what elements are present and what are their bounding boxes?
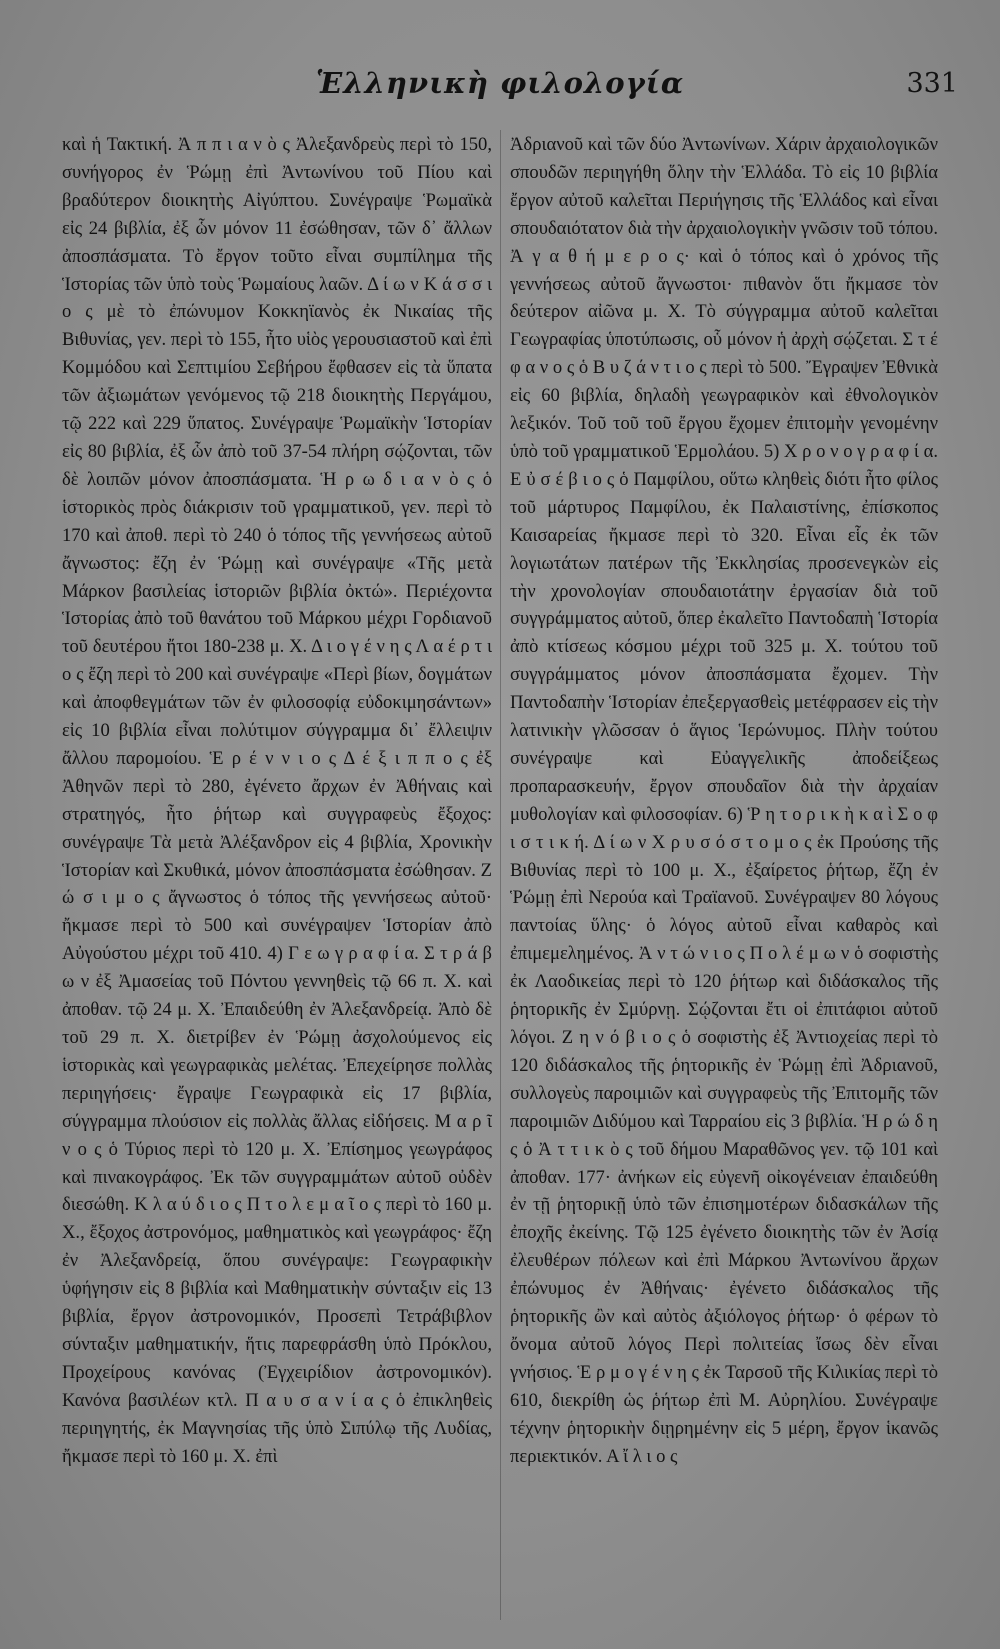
right-column-text: Ἀδριανοῦ καὶ τῶν δύο Ἀντωνίνων. Χάριν ἀρχαιολογικῶν σπουδῶν περιηγήθη ὅλην τὴν Ἑλλάδα. Τὸ εἰς 10 βιβλία ἔργον αὐτοῦ καλεῖται Περιήγησις τῆς Ἑλλάδος καὶ εἶναι σπουδαιότατον διὰ τὴν ἀρχαιολογικὴν γνῶσιν τοῦ τόπου. Ἀ γ α θ ή μ ε ρ ο ς· καὶ ὁ τόπος καὶ ὁ χρόνος τῆς γεννήσεως αὐτοῦ ἄγνωστοι· πιθανὸν ὅτι ἤκμασε τὸν δεύτερον αἰῶνα μ. Χ. Τὸ σύγγραμμα αὐτοῦ καλεῖται Γεωγραφίας ὑποτύπωσις, οὗ μόνον ἡ ἀρχὴ σῴζεται. Σ τ έ φ α ν ο ς ὁ Β υ ζ ά ν τ ι ο ς περὶ τὸ 500. Ἔγραψεν Ἐθνικὰ εἰς 60 βιβλία, δηλαδὴ γεωγραφικὸν καὶ ἐθνολογικὸν λεξικόν. Τοῦ τοῦ τοῦ ἔργου ἔχομεν ἐπιτομὴν γενομένην ὑπὸ τοῦ γραμματικοῦ Ἑρμολάου. 5) Χ ρ ο ν ο γ ρ α φ ί α. Ε ὐ σ έ β ι ο ς ὁ Παμφίλου, οὕτω κληθεὶς διότι ἦτο φίλος τοῦ μάρτυρος Παμφίλου, ἐκ Παλαιστίνης, ἐπίσκοπος Καισαρείας ἤκμασε περὶ τὸ 320. Εἶναι εἷς ἐκ τῶν λογιωτάτων πατέρων τῆς Ἐκκλησίας προσενεγκὼν εἰς τὴν χρονολογίαν σπουδαιοτάτην ἐργασίαν διὰ τοῦ συγγράμματος αὐτοῦ, ὅπερ ἐκαλεῖτο Παντοδαπὴ Ἱστορία ἀπὸ κτίσεως κόσμου μέχρι τοῦ 325 μ. Χ. τούτου τοῦ συγγράμματος μόνον ἀποσπάσματα ἔχομεν. Τὴν Παντοδαπὴν Ἱστορίαν ἐπεξεργασθεὶς μετέφρασεν εἰς τὴν λατινικὴν γλῶσσαν ὁ ἅγιος Ἱερώνυμος. Πλὴν τούτου συνέγραψε καὶ Εὐαγγελικῆς ἀποδείξεως προπαρασκευήν, ἔργον σπουδαῖον διὰ τὴν ἀρχαίαν μυθολογίαν καὶ φιλοσοφίαν. 6) Ῥ η τ ο ρ ι κ ὴ κ α ὶ Σ ο φ ι σ τ ι κ ή. Δ ί ω ν Χ ρ υ σ ό σ τ ο μ ο ς ἐκ Προύσης τῆς Βιθυνίας περὶ τὸ 100 μ. Χ., ἐξαίρετος ῥήτωρ, ἔζη ἐν Ῥώμῃ ἐπὶ Νερούα καὶ Τραϊανοῦ. Συνέγραψεν 80 λόγους παντοίας ὕλης· ὁ λόγος αὐτοῦ εἶναι καθαρὸς καὶ ἐπιμεμελημένος. Ἀ ν τ ώ ν ι ο ς Π ο λ έ μ ω ν ὁ σοφιστὴς ἐκ Λαοδικείας περὶ τὸ 120 ῥήτωρ καὶ διδάσκαλος τῆς ῥητορικῆς ἐν Σμύρνῃ. Σῴζονται ἔτι οἱ ἐπιτάφιοι αὐτοῦ λόγοι. Ζ η ν ό β ι ο ς ὁ σοφιστὴς ἐξ Ἀντιοχείας περὶ τὸ 120 διδάσκαλος τῆς ῥητορικῆς ἐν Ῥώμῃ ἐπὶ Ἀδριανοῦ, συλλογεὺς παροιμιῶν καὶ συγγραφεὺς τῆς Ἐπιτομῆς τῶν παροιμιῶν Διδύμου καὶ Ταρραίου εἰς 3 βιβλία. Ἡ ρ ώ δ η ς ὁ Ἀ τ τ ι κ ὸ ς τοῦ δήμου Μαραθῶνος γεν. τῷ 101 καὶ ἀποθαν. 177· ἀνήκων εἰς εὐγενῆ οἰκογένειαν ἐπαιδεύθη ἐν τῇ ῥητορικῇ ὑπὸ τῶν ἐπισημοτέρων διδασκάλων τῆς ἐποχῆς ἐκείνης. Τῷ 125 ἐγένετο διοικητὴς τῶν ἐν Ἀσίᾳ ἐλευθέρων πόλεων καὶ ἐπὶ Μάρκου Ἀντωνίνου ἄρχων ἐπώνυμος ἐν Ἀθήναις· ἐγένετο διδάσκαλος τῆς ῥητορικῆς ὢν καὶ αὐτὸς ἀξιόλογος ῥήτωρ· ὁ φέρων τὸ ὄνομα αὐτοῦ λόγος Περὶ πολιτείας ἴσως δὲν εἶναι γνήσιος. Ἑ ρ μ ο γ έ ν η ς ἐκ Ταρσοῦ τῆς Κιλικίας περὶ τὸ 610, διεκρίθη ὡς ῥήτωρ ἐπὶ Μ. Αὐρηλίου. Συνέγραψε τέχνην ῥητορικὴν διῃρημένην εἰς 5 μέρη, ἔργον ἱκανῶς περιεκτικόν. Α ἴ λ ι ο ς: [510, 134, 938, 1467]
page-number: 331: [906, 68, 958, 99]
right-column: [510, 131, 938, 1621]
running-title: Ἑλληνικὴ φιλολογία: [315, 66, 685, 100]
left-column: [62, 131, 492, 1621]
column-divider: [500, 130, 501, 1620]
left-column-text: καὶ ἡ Τακτική. Ἀ π π ι α ν ὸ ς Ἀλεξανδρεὺς περὶ τὸ 150, συνήγορος ἐν Ῥώμῃ ἐπὶ Ἀντωνίνου τοῦ Πίου καὶ βραδύτερον διοικητὴς Αἰγύπτου. Συνέγραψε Ῥωμαϊκὰ εἰς 24 βιβλία, ἐξ ὧν μόνον 11 ἐσώθησαν, τῶν δ᾽ ἄλλων ἀποσπάσματα. Τὸ ἔργον τοῦτο εἶναι συμπίλημα τῆς Ἱστορίας τῶν ὑπὸ τοὺς Ῥωμαίους λαῶν. Δ ί ω ν Κ ά σ σ ι ο ς μὲ τὸ ἐπώνυμον Κοκκηϊανὸς ἐκ Νικαίας τῆς Βιθυνίας, γεν. περὶ τὸ 155, ἦτο υἱὸς γερουσιαστοῦ καὶ ἐπὶ Κομμόδου καὶ Σεπτιμίου Σεβήρου ἔφθασεν εἰς τὰ ὕπατα τῶν ἀξιωμάτων γενόμενος τῷ 218 διοικητὴς Περγάμου, τῷ 222 καὶ 229 ὕπατος. Συνέγραψε Ῥωμαϊκὴν Ἱστορίαν εἰς 80 βιβλία, ἐξ ὧν ἀπὸ τοῦ 37-54 πλήρη σῴζονται, τῶν δὲ λοιπῶν μόνον ἀποσπάσματα. Ἡ ρ ω δ ι α ν ὸ ς ὁ ἱστορικὸς πρὸς διάκρισιν τοῦ γραμματικοῦ, γεν. περὶ τὸ 170 καὶ ἀποθ. περὶ τὸ 240 ὁ τόπος τῆς γεννήσεως αὐτοῦ ἄγνωστος: ἔζη ἐν Ῥώμῃ καὶ συνέγραψε «Τῆς μετὰ Μάρκον βασιλείας ἱστοριῶν βιβλία ὀκτώ». Περιέχοντα Ἱστορίας ἀπὸ τοῦ θανάτου τοῦ Μάρκου μέχρι Γορδιανοῦ τοῦ δευτέρου ἤτοι 180-238 μ. Χ. Δ ι ο γ έ ν η ς Λ α έ ρ τ ι ο ς ἔζη περὶ τὸ 200 καὶ συνέγραψε «Περὶ βίων, δογμάτων καὶ ἀποφθεγμάτων τῶν ἐν φιλοσοφίᾳ εὐδοκιμησάντων» εἰς 10 βιβλία εἶναι πολύτιμον σύγγραμμα δι᾽ ἔλλειψιν ἄλλου παρομοίου. Ἑ ρ έ ν ν ι ο ς Δ έ ξ ι π π ο ς ἐξ Ἀθηνῶν περὶ τὸ 280, ἐγένετο ἄρχων ἐν Ἀθήναις καὶ στρατηγός, ἦτο ῥήτωρ καὶ συγγραφεὺς ἔξοχος: συνέγραψε Τὰ μετὰ Ἀλέξανδρον εἰς 4 βιβλία, Χρονικὴν Ἱστορίαν καὶ Σκυθικά, μόνον ἀποσπάσματα ἐσώθησαν. Ζ ώ σ ι μ ο ς ἄγνωστος ὁ τόπος τῆς γεννήσεως αὐτοῦ· ἤκμασε περὶ τὸ 500 καὶ συνέγραψεν Ἱστορίαν ἀπὸ Αὐγούστου μέχρι τοῦ 410. 4) Γ ε ω γ ρ α φ ί α. Σ τ ρ ά β ω ν ἐξ Ἀμασείας τοῦ Πόντου γεννηθεὶς τῷ 66 π. Χ. καὶ ἀποθαν. τῷ 24 μ. Χ. Ἐπαιδεύθη ἐν Ἀλεξανδρείᾳ. Ἀπὸ δὲ τοῦ 29 π. Χ. διετρίβεν ἐν Ῥώμῃ ἀσχολούμενος εἰς ἱστορικὰς καὶ γεωγραφικὰς μελέτας. Ἐπεχείρησε πολλὰς περιηγήσεις· ἔγραψε Γεωγραφικὰ εἰς 17 βιβλία, σύγγραμμα πλούσιον εἰς πολλὰς ἄλλας εἰδήσεις. Μ α ρ ῖ ν ο ς ὁ Τύριος περὶ τὸ 120 μ. Χ. Ἐπίσημος γεωγράφος καὶ πινακογράφος. Ἐκ τῶν συγγραμμάτων αὐτοῦ οὐδὲν διεσώθη. Κ λ α ύ δ ι ο ς Π τ ο λ ε μ α ῖ ο ς περὶ τὸ 160 μ. Χ., ἔξοχος ἀστρονόμος, μαθηματικὸς καὶ γεωγράφος· ἔζη ἐν Ἀλεξανδρείᾳ, ὅπου συνέγραψε: Γεωγραφικὴν ὑφήγησιν εἰς 8 βιβλία καὶ Μαθηματικὴν σύνταξιν εἰς 13 βιβλία, ἔργον ἀστρονομικόν, Προσεπὶ Τετράβιβλον σύνταξιν μαθηματικήν, ἥτις παρεφράσθη ὑπὸ Πρόκλου, Προχείρους κανόνας (Ἐγχειρίδιον ἀστρονομικόν). Κανόνα βασιλέων κτλ. Π α υ σ α ν ί α ς ὁ ἐπικληθεὶς περιηγητής, ἐκ Μαγνησίας τῆς ὑπὸ Σιπύλῳ τῆς Λυδίας, ἤκμασε περὶ τὸ 160 μ. Χ. ἐπὶ: [62, 134, 492, 1467]
page-header: [0, 66, 1000, 114]
